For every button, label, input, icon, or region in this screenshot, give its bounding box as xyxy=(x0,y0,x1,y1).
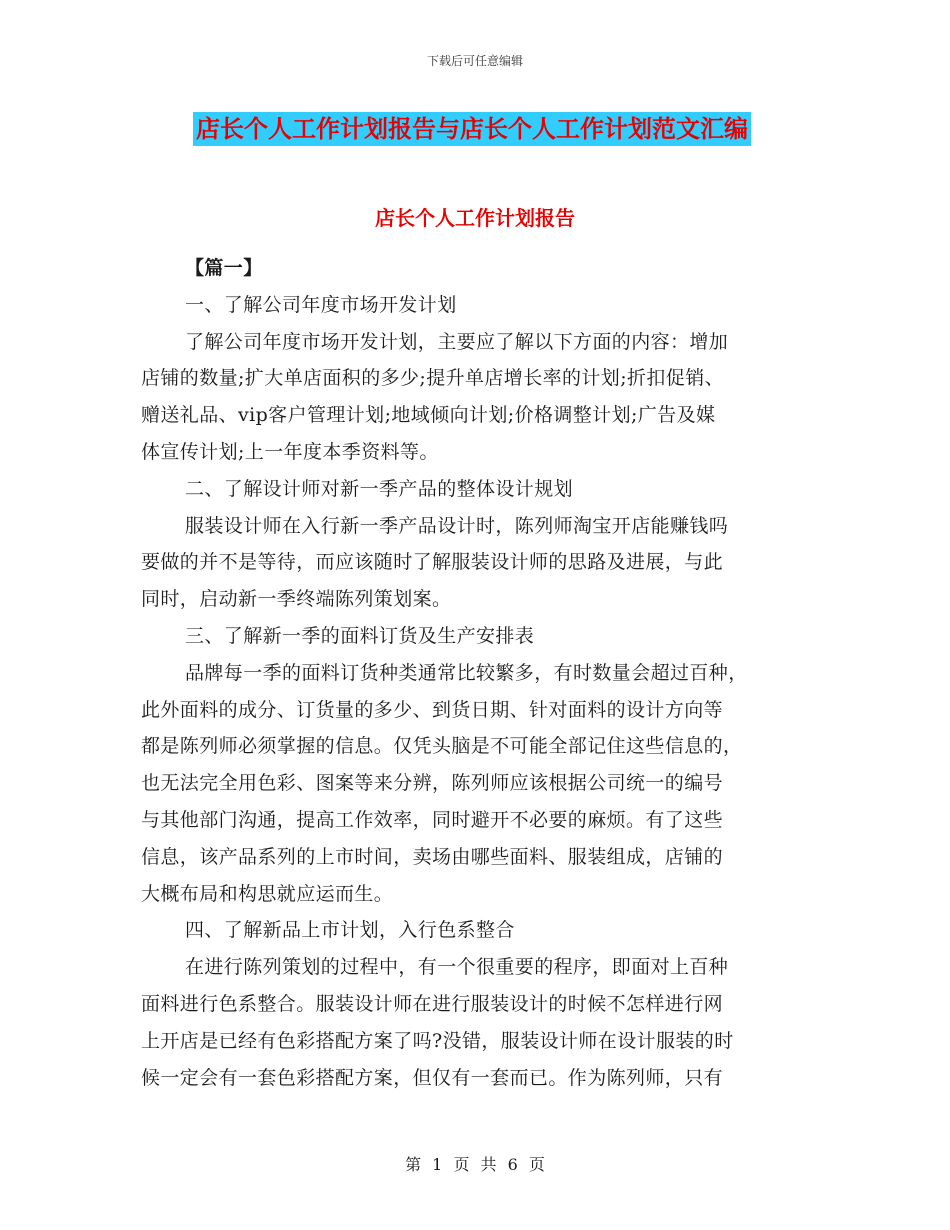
heading-3: 三、了解新一季的面料订货及生产安排表 xyxy=(185,624,535,647)
header-note: 下载后可任意编辑 xyxy=(426,54,523,68)
heading-4: 四、了解新品上市计划，入行色系整合 xyxy=(185,919,515,942)
page-footer: 第 1 页 共 6 页 xyxy=(405,1155,545,1174)
part-label: 【篇一】 xyxy=(185,257,263,279)
paragraph-line: 同时，启动新一季终端陈列策划案。 xyxy=(141,588,452,611)
paragraph-line: 体宣传计划;上一年度本季资料等。 xyxy=(141,440,439,463)
paragraph-line: 候一定会有一套色彩搭配方案，但仅有一套而已。作为陈列师，只有 xyxy=(141,1066,724,1089)
section-title: 店长个人工作计划报告 xyxy=(375,206,575,230)
paragraph-line: 面料进行色系整合。服装设计师在进行服装设计的时候不怎样进行网 xyxy=(141,992,724,1015)
document-title: 店长个人工作计划报告与店长个人工作计划范文汇编 xyxy=(193,112,751,146)
paragraph-line: 大概布局和构思就应运而生。 xyxy=(141,882,394,905)
paragraph-line: 赠送礼品、vip客户管理计划;地域倾向计划;价格调整计划;广告及媒 xyxy=(141,404,716,427)
paragraph-line: 与其他部门沟通，提高工作效率，同时避开不必要的麻烦。有了这些 xyxy=(141,808,724,831)
paragraph-line: 要做的并不是等待，而应该随时了解服装设计师的思路及进展，与此 xyxy=(141,551,724,574)
heading-2: 二、了解设计师对新一季产品的整体设计规划 xyxy=(185,477,574,500)
paragraph-line: 此外面料的成分、订货量的多少、到货日期、针对面料的设计方向等 xyxy=(141,698,724,721)
heading-1: 一、了解公司年度市场开发计划 xyxy=(185,293,457,316)
paragraph-line: 上开店是已经有色彩搭配方案了吗?没错，服装设计师在设计服装的时 xyxy=(141,1029,734,1052)
paragraph-line: 都是陈列师必须掌握的信息。仅凭头脑是不可能全部记住这些信息的， xyxy=(141,735,743,758)
paragraph-line: 也无法完全用色彩、图案等来分辨，陈列师应该根据公司统一的编号 xyxy=(141,772,724,795)
paragraph-line: 在进行陈列策划的过程中，有一个很重要的程序，即面对上百种 xyxy=(185,956,729,979)
paragraph-line: 信息，该产品系列的上市时间，卖场由哪些面料、服装组成，店铺的 xyxy=(141,845,724,868)
paragraph-line: 店铺的数量;扩大单店面积的多少;提升单店增长率的计划;折扣促销、 xyxy=(141,367,725,390)
paragraph-line: 了解公司年度市场开发计划，主要应了解以下方面的内容：增加 xyxy=(185,330,729,353)
paragraph-line: 品牌每一季的面料订货种类通常比较繁多，有时数量会超过百种， xyxy=(185,661,748,684)
paragraph-line: 服装设计师在入行新一季产品设计时，陈列师淘宝开店能赚钱吗 xyxy=(185,514,729,537)
body-text xyxy=(141,250,801,1096)
